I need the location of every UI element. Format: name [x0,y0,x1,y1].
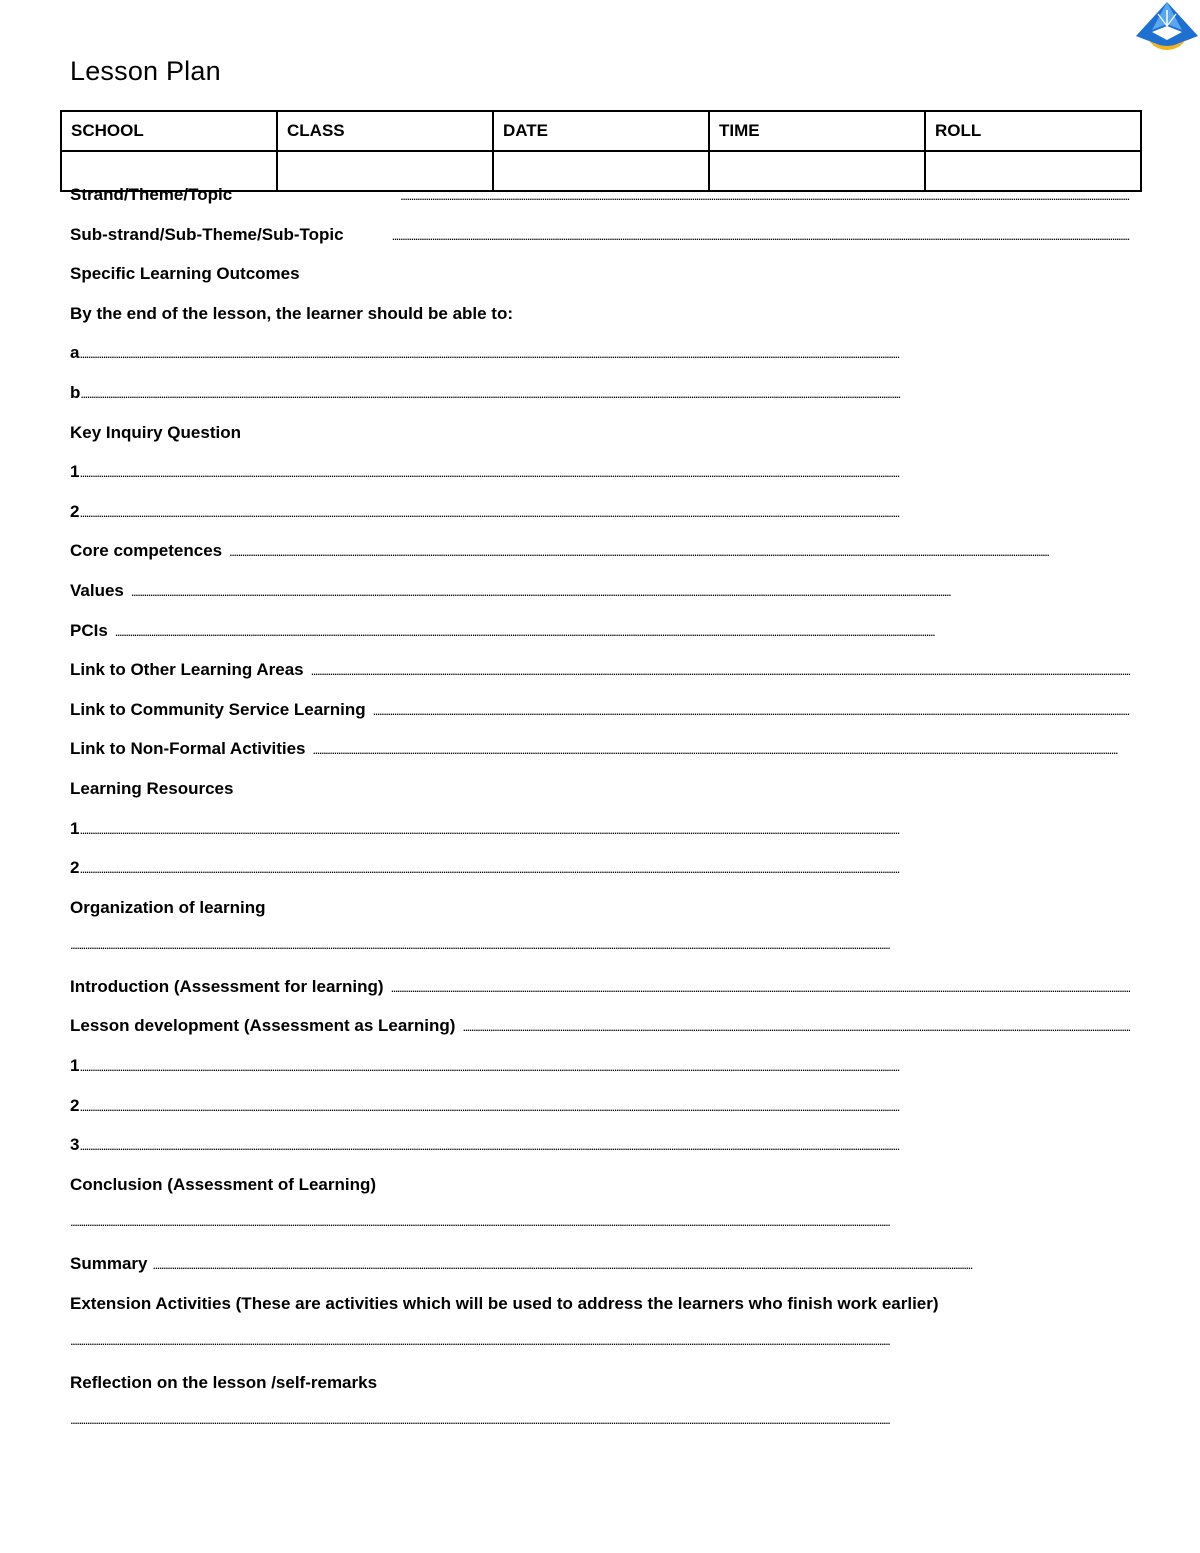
core-competences-line [70,541,1130,581]
dev-3-fill-line[interactable] [79,1138,1130,1153]
inquiry-1-line [70,462,1130,502]
lesson-info-table [60,110,1142,192]
conclusion-fill-line[interactable] [70,1214,1130,1229]
outcomes-heading: Specific Learning Outcomes [70,264,300,284]
extension-heading: Extension Activities (These are activities which will be used to address the learners who finish work earlier) [70,1293,939,1313]
dev-2-label: 2 [70,1095,80,1115]
reflection-fill-row [70,1412,1130,1452]
extension-heading-line [70,1294,1130,1334]
column-class: CLASS [277,111,493,151]
link-other-line [70,660,1130,700]
dev-1-label: 1 [70,1056,80,1076]
organization-fill-row [70,937,1130,977]
reflection-heading: Reflection on the lesson /self-remarks [70,1372,378,1392]
summary-line [70,1254,1130,1294]
development-line [70,1016,1130,1056]
resource-2-line [70,858,1130,898]
resource-1-fill-line[interactable] [79,822,1130,837]
values-label: Values [70,580,124,600]
inquiry-1-fill-line[interactable] [79,465,1130,480]
dev-2-fill-line[interactable] [79,1099,1130,1114]
link-other-fill-line[interactable] [311,663,1130,678]
organization-heading: Organization of learning [70,897,266,917]
link-nonformal-line [70,739,1130,779]
link-community-line [70,700,1130,740]
reflection-fill-line[interactable] [70,1412,1130,1427]
column-school: SCHOOL [61,111,277,151]
dev-1-line [70,1056,1130,1096]
outcome-b-label: b [70,382,81,402]
outcomes-heading-line [70,264,1130,304]
extension-fill-line[interactable] [70,1333,1130,1348]
pcis-fill-line[interactable] [115,624,1130,639]
resource-2-label: 2 [70,858,80,878]
link-other-label: Link to Other Learning Areas [70,660,304,680]
outcome-b-line [70,383,1130,423]
inquiry-2-fill-line[interactable] [79,505,1130,520]
inquiry-1-label: 1 [70,462,80,482]
conclusion-heading: Conclusion (Assessment of Learning) [70,1174,377,1194]
link-nonformal-label: Link to Non-Formal Activities [70,739,306,759]
outcomes-intro-line [70,304,1130,344]
inquiry-heading: Key Inquiry Question [70,422,241,442]
dev-2-line [70,1096,1130,1136]
reflection-heading-line [70,1373,1130,1413]
table-header-row [61,111,1141,151]
dev-1-fill-line[interactable] [79,1059,1130,1074]
outcome-a-line [70,343,1130,383]
column-time: TIME [709,111,925,151]
brand-logo-icon [1134,2,1200,54]
conclusion-fill-row [70,1214,1130,1254]
resources-heading: Learning Resources [70,778,234,798]
substrand-label: Sub-strand/Sub-Theme/Sub-Topic [70,224,344,244]
resource-1-label: 1 [70,818,80,838]
outcome-b-fill-line[interactable] [80,386,1130,401]
introduction-label: Introduction (Assessment for learning) [70,976,384,996]
resource-2-fill-line[interactable] [79,861,1130,876]
link-community-label: Link to Community Service Learning [70,699,366,719]
dev-3-line [70,1135,1130,1175]
values-line [70,581,1130,621]
outcome-a-label: a [70,343,80,363]
inquiry-2-label: 2 [70,501,80,521]
values-fill-line[interactable] [131,584,1130,599]
substrand-line [70,225,1130,265]
resources-heading-line [70,779,1130,819]
organization-fill-line[interactable] [70,937,1122,952]
outcome-a-fill-line[interactable] [79,346,1130,361]
pcis-label: PCIs [70,620,108,640]
dev-3-label: 3 [70,1135,80,1155]
pcis-line [70,621,1130,661]
strand-line [70,185,1130,225]
summary-fill-line[interactable] [152,1257,1130,1272]
summary-label: Summary [70,1254,148,1274]
link-community-fill-line[interactable] [373,703,1130,718]
inquiry-heading-line [70,423,1130,463]
page-title: Lesson Plan [70,56,221,86]
column-date: DATE [493,111,709,151]
core-competences-fill-line[interactable] [229,544,1130,559]
resource-1-line [70,819,1130,859]
strand-label: Strand/Theme/Topic [70,185,233,204]
introduction-fill-line[interactable] [391,980,1130,995]
link-nonformal-fill-line[interactable] [313,742,1118,757]
lesson-plan-fields [70,185,1130,1452]
core-competences-label: Core competences [70,541,223,561]
introduction-line [70,977,1130,1017]
development-fill-line[interactable] [462,1019,1130,1034]
column-roll: ROLL [925,111,1141,151]
strand-fill-line[interactable] [400,188,1130,203]
outcomes-intro: By the end of the lesson, the learner should be able to: [70,303,514,323]
organization-heading-line [70,898,1130,938]
substrand-fill-line[interactable] [392,228,1130,243]
inquiry-2-line [70,502,1130,542]
development-label: Lesson development (Assessment as Learning) [70,1016,456,1036]
extension-fill-row [70,1333,1130,1373]
conclusion-heading-line [70,1175,1130,1215]
